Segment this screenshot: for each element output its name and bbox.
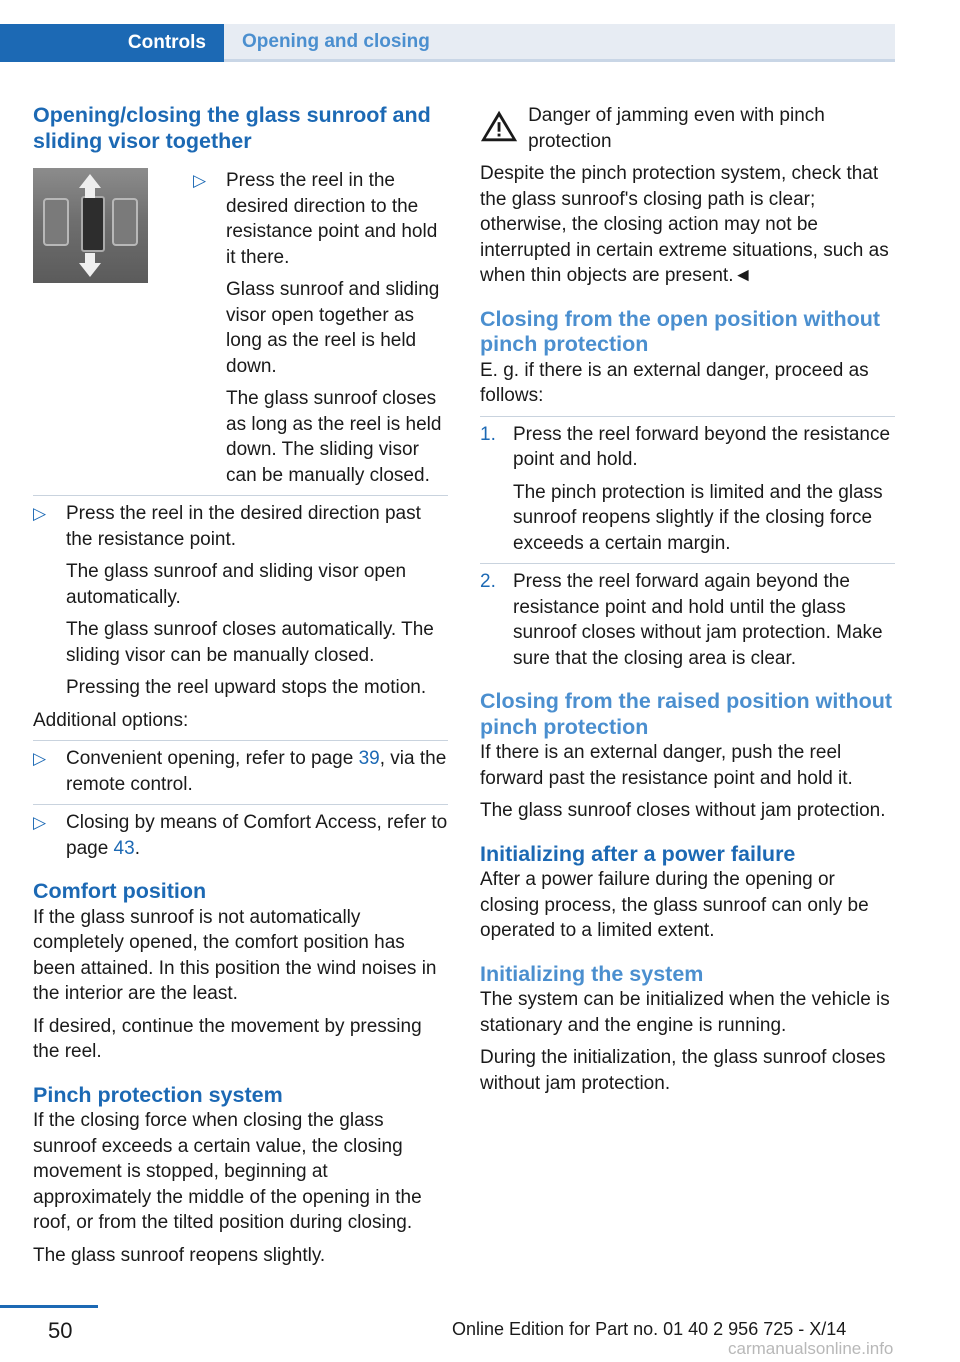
page-link-39[interactable]: 39	[358, 748, 380, 769]
list-bullet-icon: ▷	[193, 171, 207, 190]
warning-block	[480, 103, 895, 161]
warning-body: Despite the pinch protection system, check that the glass sunroof's closing path is clear; otherwise, the closing action may not be interrupted in certain extreme situations, such as when thin objects are present.◄	[480, 163, 889, 286]
figure-row	[33, 154, 448, 488]
section-tab[interactable]: Controls	[0, 24, 224, 62]
page-number: 50	[48, 1318, 73, 1343]
item-text: The glass sunroof and sliding visor open automatically.	[66, 561, 407, 608]
additional-options-label: Additional options:	[33, 709, 189, 731]
right-column	[480, 103, 895, 1103]
item-text: The glass sunroof closes as long as the reel is held down. The sliding visor can be manually closed.	[226, 388, 442, 486]
watermark: carmanualsonline.info	[728, 1339, 894, 1358]
left-column	[33, 103, 448, 1275]
step-text: The pinch protection is limited and the glass sunroof reopens slightly if the closing force exceeds a certain margin.	[513, 481, 883, 554]
up-down-arrow-icon	[33, 168, 148, 283]
list-bullet-icon: ▷	[33, 504, 47, 523]
numbered-step	[480, 563, 895, 671]
list-item	[33, 740, 448, 797]
item-text: Press the reel in the desired direction to the resistance point and hold it there.	[226, 170, 438, 268]
step-number: 1.	[480, 423, 496, 445]
pinch-paragraph: If the closing force when closing the glass sunroof exceeds a certain value, the closing movement is stopped, beginning at approximately the middle of the opening in the roof, or from the tilted position during closing.	[33, 1110, 422, 1233]
list-bullet-icon: ▷	[33, 813, 47, 832]
comfort-paragraph: If desired, continue the movement by pressing the reel.	[33, 1015, 422, 1062]
heading-raised-position: Closing from the raised position without pinch protection	[480, 689, 893, 739]
item-text: , via the remote control.	[66, 748, 447, 795]
init-power-paragraph: After a power failure during the opening or closing process, the glass sunroof can only be operated to a limited extent.	[480, 869, 869, 941]
comfort-paragraph: If the glass sunroof is not automatically completely opened, the comfort position has been attained. In this position the wind noises in the interior are the least.	[33, 906, 437, 1004]
sunroof-switch-illustration	[33, 168, 148, 283]
item-text: Closing by means of Comfort Access, refer to page	[66, 812, 448, 859]
init-system-paragraph: The system can be initialized when the vehicle is stationary and the engine is running.	[480, 989, 890, 1036]
subsection-tab[interactable]: Opening and closing	[224, 24, 895, 62]
pinch-paragraph: The glass sunroof reopens slightly.	[33, 1244, 326, 1266]
list-bullet-icon: ▷	[33, 749, 47, 768]
item-text: Pressing the reel upward stops the motion.	[66, 677, 427, 698]
heading-init-power: Initializing after a power failure	[480, 841, 796, 866]
list-item	[33, 495, 448, 701]
heading-comfort: Comfort position	[33, 879, 207, 903]
heading-together: Opening/closing the glass sunroof and sliding visor together	[33, 103, 431, 153]
open-intro: E. g. if there is an external danger, proceed as follows:	[480, 359, 869, 406]
step-text: Press the reel forward beyond the resistance point and hold.	[513, 423, 891, 470]
footer-rule	[0, 1305, 98, 1308]
raised-paragraph: If there is an external danger, push the reel forward past the resistance point and hold it.	[480, 742, 853, 789]
list-item	[193, 168, 448, 488]
heading-init-system: Initializing the system	[480, 961, 704, 986]
item-text: The glass sunroof closes automatically. The sliding visor can be manually closed.	[66, 619, 434, 666]
list-item	[33, 804, 448, 861]
step-number: 2.	[480, 571, 496, 592]
edition-note: Online Edition for Part no. 01 40 2 956 725 - X/14	[452, 1319, 847, 1339]
warning-triangle-icon	[480, 109, 518, 143]
page-link-43[interactable]: 43	[113, 837, 135, 859]
heading-pinch: Pinch protection system	[33, 1082, 283, 1107]
numbered-step	[480, 416, 895, 557]
item-text: Convenient opening, refer to page	[66, 748, 359, 769]
page-header	[0, 0, 895, 62]
item-text: Press the reel in the desired direction past the resistance point.	[66, 503, 421, 550]
raised-paragraph: The glass sunroof closes without jam protection.	[480, 800, 886, 821]
warning-title: Danger of jamming even with pinch protection	[528, 105, 825, 152]
item-text: .	[134, 837, 140, 859]
heading-open-position: Closing from the open position without pinch protection	[480, 306, 881, 356]
step-text: Press the reel forward again beyond the resistance point and hold until the glass sunroof closes without jam protection. Make sure that the closing area is clear.	[513, 571, 883, 669]
init-system-paragraph: During the initialization, the glass sunroof closes without jam protection.	[480, 1047, 886, 1094]
item-text: Glass sunroof and sliding visor open together as long as the reel is held down.	[226, 279, 440, 377]
